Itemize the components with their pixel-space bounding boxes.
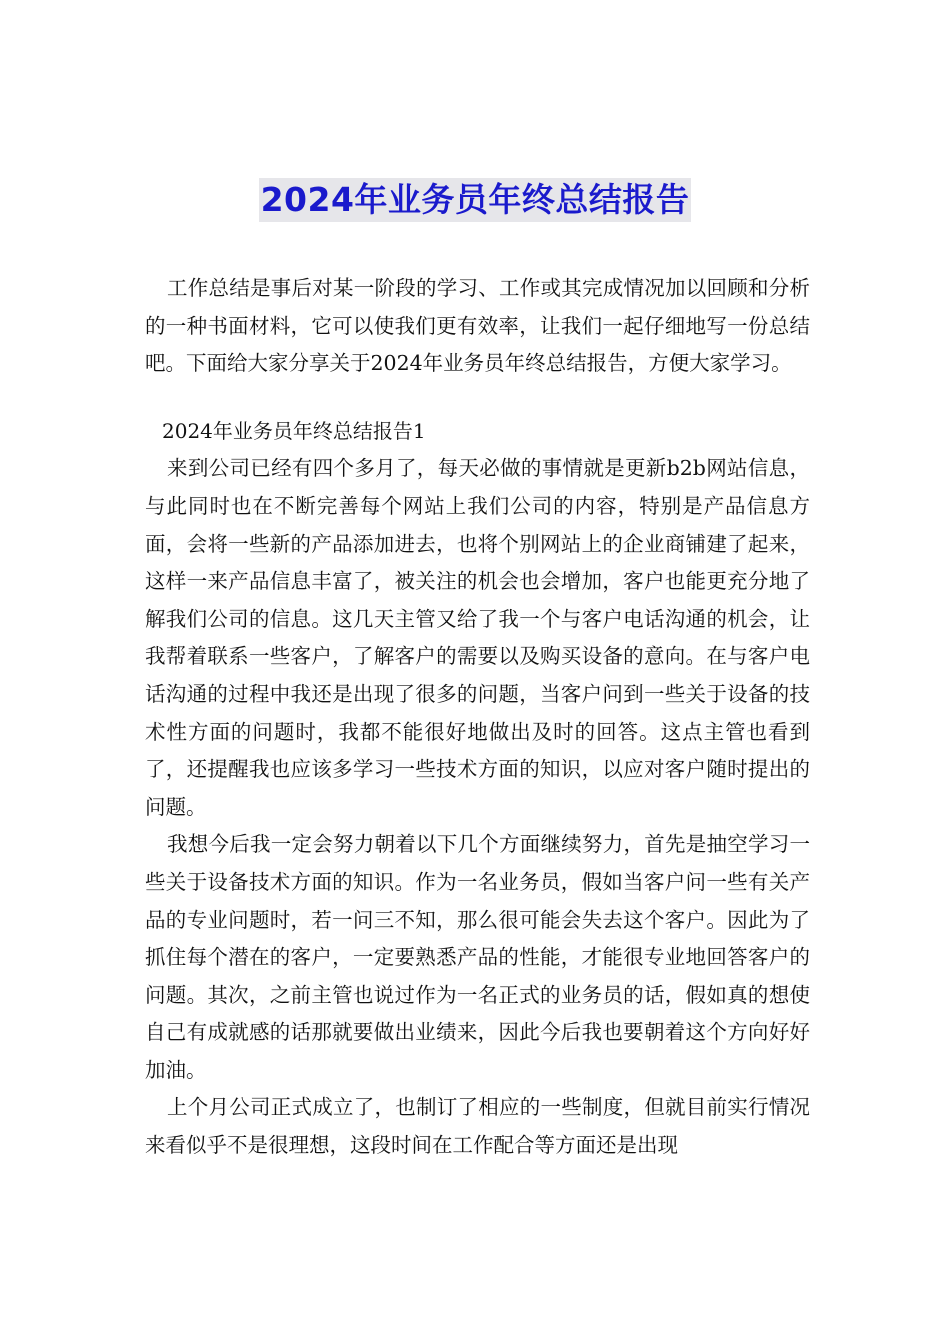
body-paragraph-2: 我想今后我一定会努力朝着以下几个方面继续努力，首先是抽空学习一些关于设备技术方面的知识。作为一名业务员，假如当客户问一些有关产品的专业问题时，若一问三不知，那么很可能会失去这个客户。因此为了抓住每个潜在的客户，一定要熟悉产品的性能，才能很专业地回答客户的问题。其次，之前主管也说过作为一名正式的业务员的话，假如真的想使自己有成就感的话那就要做出业绩来，因此今后我也要朝着这个方向好好加油。 [145,832,810,1082]
body-paragraph-3: 上个月公司正式成立了，也制订了相应的一些制度，但就目前实行情况来看似乎不是很理想，这段时间在工作配合等方面还是出现 [145,1095,810,1158]
body-paragraph-1: 来到公司已经有四个多月了，每天必做的事情就是更新b2b网站信息，与此同时也在不断完善每个网站上我们公司的内容，特别是产品信息方面，会将一些新的产品添加进去，也将个别网站上的企业商铺建了起来，这样一来产品信息丰富了，被关注的机会也会增加，客户也能更充分地了解我们公司的信息。这几天主管又给了我一个与客户电话沟通的机会，让我帮着联系一些客户，了解客户的需要以及购买设备的意向。在与客户电话沟通的过程中我还是出现了很多的问题，当客户问到一些关于设备的技术性方面的问题时，我都不能很好地做出及时的回答。这点主管也看到了，还提醒我也应该多学习一些技术方面的知识，以应对客户随时提出的问题。 [145,456,810,819]
document-title: 2024年业务员年终总结报告 [259,178,692,222]
intro-paragraph: 工作总结是事后对某一阶段的学习、工作或其完成情况加以回顾和分析的一种书面材料，它可以使我们更有效率，让我们一起仔细地写一份总结吧。下面给大家分享关于2024年业务员年终总结报告，方便大家学习。 [145,276,810,376]
section-heading: 2024年业务员年终总结报告1 [162,418,426,443]
title-container [0,178,950,222]
document-body [145,270,810,1165]
